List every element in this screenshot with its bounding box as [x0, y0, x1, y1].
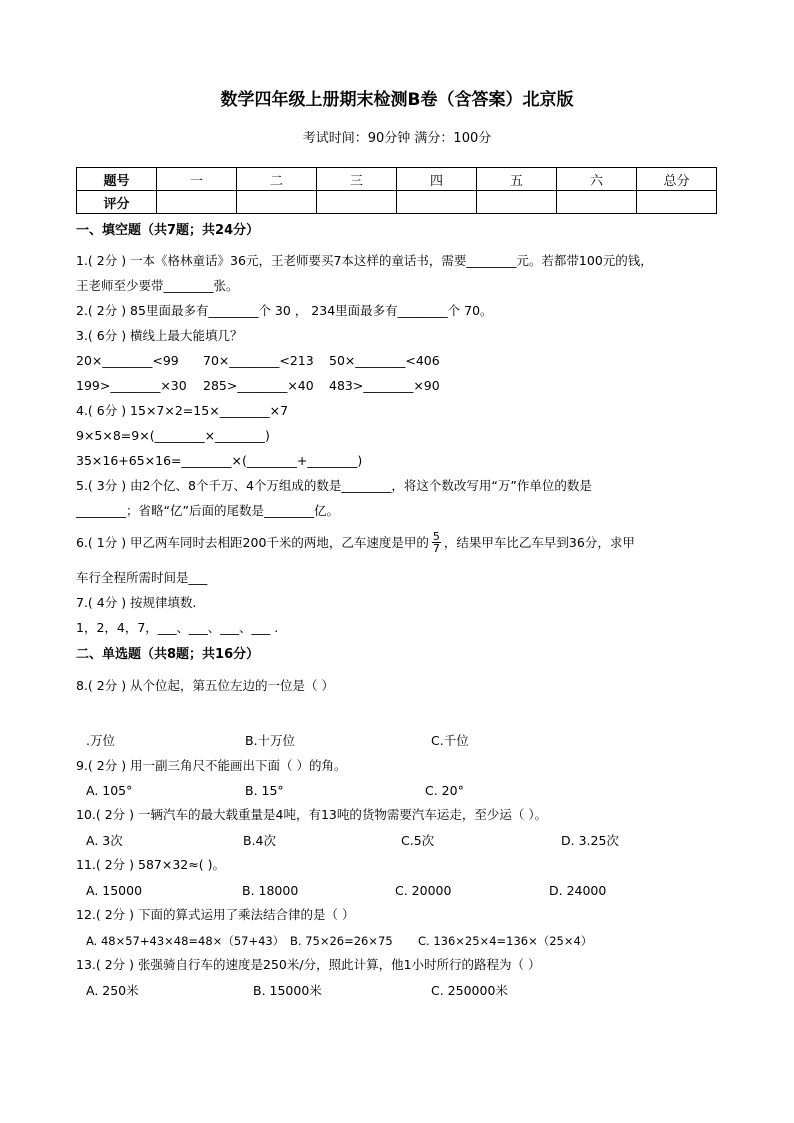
- question-9-option-b[interactable]: B. 15°: [245, 783, 284, 798]
- question-10-option-a[interactable]: A. 3次: [86, 833, 123, 848]
- fraction: [432, 531, 441, 554]
- question-12-option-a[interactable]: A. 48×57+43×48=48×（57+43）: [86, 934, 285, 948]
- score-cell[interactable]: [557, 191, 637, 214]
- question-3-item: 70×________<213: [203, 353, 314, 368]
- question-6-line-2: 车行全程所需时间是___: [76, 570, 208, 585]
- question-3-item: 285>________×40: [203, 378, 314, 393]
- question-13-stem: 13.( 2分 ) 张强骑自行车的速度是250米/分，照此计算，他1小时所行的路程为（ ）: [76, 957, 541, 972]
- question-12-option-b[interactable]: B. 75×26=26×75: [290, 934, 393, 948]
- question-9-option-a[interactable]: A. 105°: [86, 783, 133, 798]
- question-6-text-before: 6.( 1分 ) 甲乙两车同时去相距200千米的两地，乙车速度是甲的: [76, 534, 429, 550]
- question-3-item: 483>________×90: [329, 378, 440, 393]
- score-table: [76, 167, 717, 214]
- column-header: 一: [157, 168, 237, 191]
- question-4-line-3: 35×16+65×16=________×(________+________): [76, 453, 363, 468]
- column-header: 二: [237, 168, 317, 191]
- score-cell[interactable]: [477, 191, 557, 214]
- score-cell[interactable]: [637, 191, 717, 214]
- question-3-item: 50×________<406: [329, 353, 440, 368]
- question-3-item: 20×________<99: [76, 353, 179, 368]
- score-cell[interactable]: [317, 191, 397, 214]
- question-13-option-a[interactable]: A. 250米: [86, 983, 139, 998]
- question-10-option-c[interactable]: C.5次: [401, 833, 435, 848]
- exam-info: 考试时间：90分钟 满分：100分: [302, 131, 492, 146]
- page-title: 数学四年级上册期末检测B卷（含答案）北京版: [220, 90, 574, 110]
- fraction-numerator: 5: [432, 530, 440, 543]
- question-9-stem: 9.( 2分 ) 用一副三角尺不能画出下面（ ）的角。: [76, 758, 347, 773]
- question-8-stem: 8.( 2分 ) 从个位起，第五位左边的一位是（ ）: [76, 678, 335, 693]
- question-9-option-c[interactable]: C. 20°: [425, 783, 464, 798]
- question-12-stem: 12.( 2分 ) 下面的算式运用了乘法结合律的是（ ）: [76, 907, 355, 922]
- question-8-option-b[interactable]: B.十万位: [245, 733, 296, 748]
- question-7-stem: 7.( 4分 ) 按规律填数.: [76, 595, 197, 610]
- score-cell[interactable]: [237, 191, 317, 214]
- column-header: 六: [557, 168, 637, 191]
- question-11-option-c[interactable]: C. 20000: [395, 883, 452, 898]
- question-11-stem: 11.( 2分 ) 587×32≈( )。: [76, 857, 225, 872]
- question-3-item: 199>________×30: [76, 378, 187, 393]
- question-10-stem: 10.( 2分 ) 一辆汽车的最大载重量是4吨，有13吨的货物需要汽车运走，至少运（ ）。: [76, 807, 548, 822]
- score-cell[interactable]: [397, 191, 477, 214]
- question-1-line-2: 王老师至少要带________张。: [76, 278, 239, 293]
- column-header: 四: [397, 168, 477, 191]
- question-11-option-d[interactable]: D. 24000: [549, 883, 607, 898]
- score-table-header-row: [77, 168, 717, 191]
- question-6-line-1: [76, 531, 635, 554]
- question-8-option-a[interactable]: .万位: [86, 733, 115, 748]
- question-number-header: 题号: [77, 168, 157, 191]
- question-12-option-c[interactable]: C. 136×25×4=136×（25×4）: [418, 934, 593, 948]
- question-10-option-d[interactable]: D. 3.25次: [561, 833, 619, 848]
- question-5-line-1: 5.( 3分 ) 由2个亿、8个千万、4个万组成的数是________，将这个数改写用“万”作单位的数是: [76, 478, 592, 493]
- fraction-denominator: 7: [432, 542, 440, 555]
- question-3-stem: 3.( 6分 ) 横线上最大能填几？: [76, 328, 243, 343]
- question-2: 2.( 2分 ) 85里面最多有________个 30 ， 234里面最多有________个 70。: [76, 303, 493, 318]
- question-11-option-a[interactable]: A. 15000: [86, 883, 143, 898]
- section-heading-single-choice: 二、单选题（共8题；共16分）: [76, 647, 260, 662]
- column-header: 三: [317, 168, 397, 191]
- column-header: 总分: [637, 168, 717, 191]
- question-4-line-2: 9×5×8=9×(________×________): [76, 428, 270, 443]
- question-13-option-c[interactable]: C. 250000米: [431, 983, 508, 998]
- score-header: 评分: [77, 191, 157, 214]
- question-5-line-2: ________；省略“亿”后面的尾数是________亿。: [76, 503, 339, 518]
- question-1-line-1: 1.( 2分 ) 一本《格林童话》36元，王老师要买7本这样的童话书，需要________元。若都带100元的钱，: [76, 253, 653, 268]
- question-8-option-c[interactable]: C.千位: [431, 733, 469, 748]
- score-table-score-row: [77, 191, 717, 214]
- question-7-sequence: 1，2，4，7，___、___、___、___ .: [76, 620, 279, 635]
- score-cell[interactable]: [157, 191, 237, 214]
- section-heading-fill-in: 一、填空题（共7题；共24分）: [76, 223, 260, 238]
- question-4-line-1: 4.( 6分 ) 15×7×2=15×________×7: [76, 403, 289, 418]
- column-header: 五: [477, 168, 557, 191]
- question-6-text-after: ，结果甲车比乙车早到36分，求甲: [443, 534, 635, 550]
- question-13-option-b[interactable]: B. 15000米: [253, 983, 322, 998]
- question-10-option-b[interactable]: B.4次: [243, 833, 277, 848]
- question-11-option-b[interactable]: B. 18000: [242, 883, 299, 898]
